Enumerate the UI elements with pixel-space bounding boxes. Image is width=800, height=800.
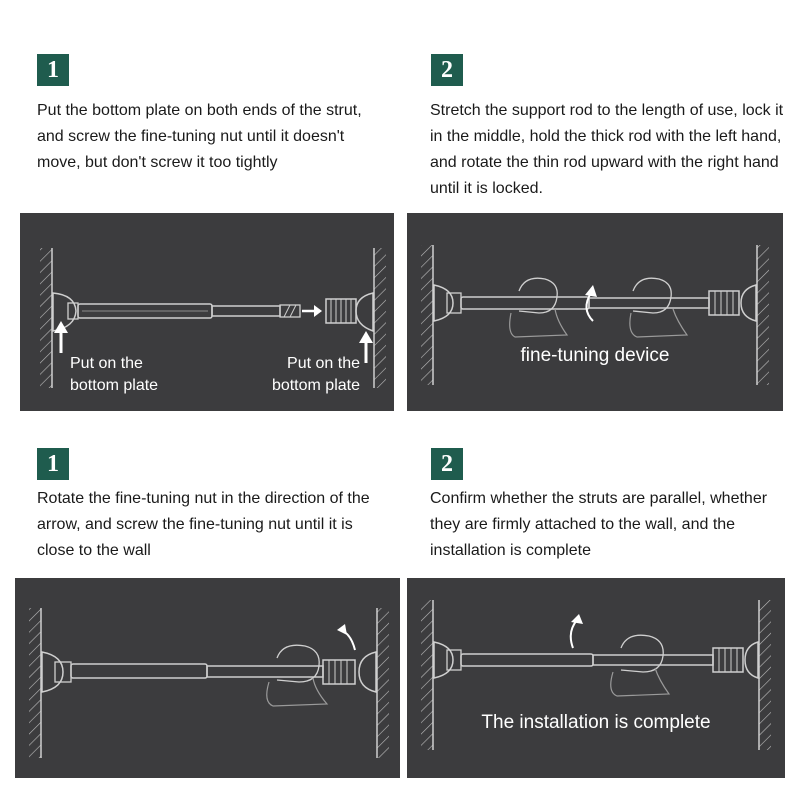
strut-illustration-2 xyxy=(407,213,783,411)
panel-bottom-plate xyxy=(20,213,394,411)
right-plate-caption: Put on the bottom plate xyxy=(271,355,360,394)
panel-fine-tuning xyxy=(407,213,783,411)
strut-illustration-4 xyxy=(407,578,785,778)
panel-complete xyxy=(407,578,785,778)
step-text-1b: Rotate the fine-tuning nut in the direction of the arrow, and screw the fine-tuning nut until it is close to the wall xyxy=(37,490,370,559)
step-text-2a: Stretch the support rod to the length of use, lock it in the middle, hold the thick rod with the left hand, and rotate the thin rod upward with the right hand until it is locked. xyxy=(430,102,784,197)
step-badge-2b: 2 xyxy=(431,448,463,480)
step-badge-1a: 1 xyxy=(37,54,69,86)
step-badge-2a: 2 xyxy=(431,54,463,86)
panel-rotate-nut xyxy=(15,578,400,778)
complete-caption: The installation is complete xyxy=(481,712,711,733)
left-plate-caption: Put on the bottom plate xyxy=(70,355,159,394)
fine-tuning-caption: fine-tuning device xyxy=(520,345,670,366)
step-text-1a: Put the bottom plate on both ends of the strut, and screw the fine-tuning nut until it doesn't move, but don't screw it too tightly xyxy=(37,102,362,171)
strut-illustration-3 xyxy=(15,578,400,778)
step-badge-1b: 1 xyxy=(37,448,69,480)
step-text-2b: Confirm whether the struts are parallel, whether they are firmly attached to the wall, and the installation is complete xyxy=(430,490,768,559)
